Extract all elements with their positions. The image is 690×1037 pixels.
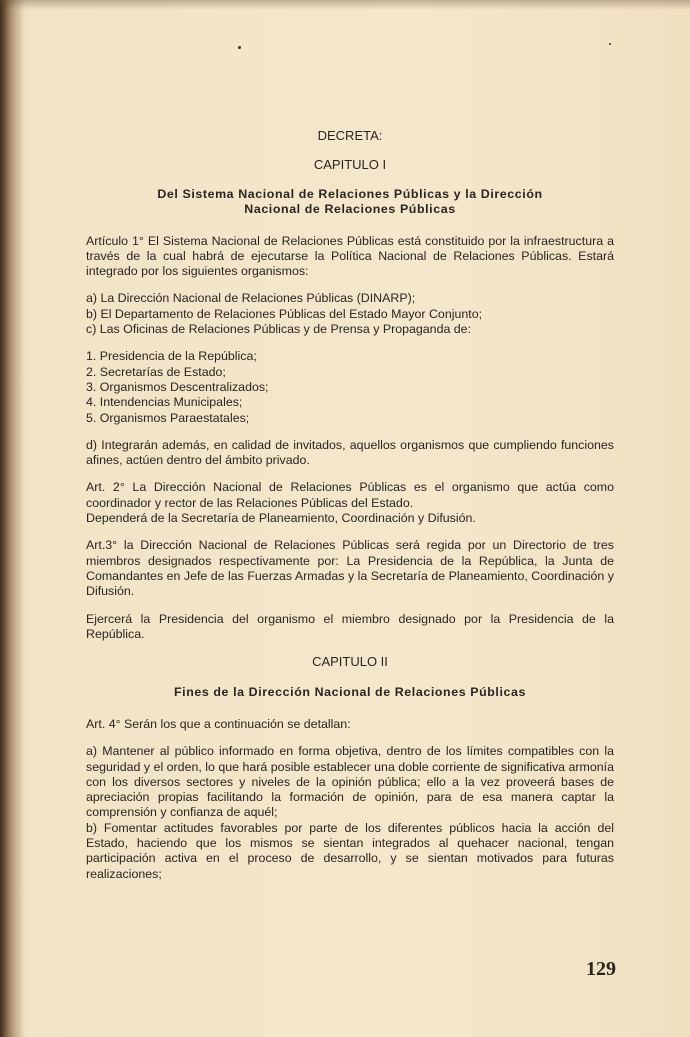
list-item: 2. Secretarías de Estado;	[86, 364, 226, 379]
article-1-numbered-list	[86, 349, 614, 425]
article-4-item-b: b) Fomentar actitudes favorables por parte de los diferentes públicos hacia la acción del Estado, haciendo que los mismos se sientan integrados al quehacer nacional, tengan participación activa en el proceso de desarrollo, y se sientan motivados para futuras realizaciones;	[86, 820, 614, 881]
page-number: 129	[586, 958, 616, 980]
chapter-2-label: CAPITULO II	[312, 654, 388, 670]
article-1-list	[86, 291, 614, 337]
article-2-text-2: Dependerá de la Secretaría de Planeamiento, Coordinación y Difusión.	[86, 511, 476, 526]
article-4-text: Art. 4° Serán los que a continuación se detallan:	[86, 716, 351, 731]
list-item: b) El Departamento de Relaciones Públicas del Estado Mayor Conjunto;	[86, 306, 483, 321]
article-2-text: Art. 2° La Dirección Nacional de Relaciones Públicas es el organismo que actúa como coordinador y rector de las Relaciones Públicas del Estado.	[86, 480, 614, 510]
list-item: a) La Dirección Nacional de Relaciones Públicas (DINARP);	[86, 291, 416, 306]
list-item: c) Las Oficinas de Relaciones Públicas y de Prensa y Propaganda de:	[86, 322, 472, 337]
chapter-2-title: Fines de la Dirección Nacional de Relaciones Públicas	[173, 685, 526, 700]
list-item: 5. Organismos Paraestatales;	[86, 410, 250, 425]
article-1-item-d: d) Integrarán además, en calidad de invitados, aquellos organismos que cumpliendo funciones afines, actúen dentro del ámbito privado.	[86, 437, 614, 468]
article-3-text-2: Ejercerá la Presidencia del organismo el miembro designado por la Presidencia de la República.	[86, 611, 614, 641]
article-3-text: Art.3° la Dirección Nacional de Relaciones Públicas será regida por un Directorio de tres miembros designados respectivamente por: La Presidencia de la República, la Junta de Comandantes en Jefe de las Fuerzas Armadas y la Secretaría de Planeamiento, Coordinación y Difusión.	[86, 538, 614, 599]
article-1-text: Artículo 1° El Sistema Nacional de Relaciones Públicas está constituido por la infraestructura a través de la cual habrá de ejecutarse la Política Nacional de Relaciones Públicas. Estará integrado por los siguientes organismos:	[86, 233, 614, 279]
paper-speck	[238, 46, 241, 49]
article-4-item-a: a) Mantener al público informado en forma objetiva, dentro de los límites compatibles con la seguridad y el orden, lo que hará posible establecer una doble corriente de significativa armonía con los diversos sectores y niveles de la opinión pública; ello a la vez proveerá bases de apreciación propias facilitando la formación de opinión, para de esa manera captar la comprensión y confianza de aquél;	[86, 744, 614, 820]
list-item: 3. Organismos Descentralizados;	[86, 379, 269, 394]
book-spine-shadow	[0, 0, 24, 1037]
page-text	[86, 128, 614, 882]
decreta-heading: DECRETA:	[317, 128, 383, 143]
chapter-1-title-line-2: Nacional de Relaciones Públicas	[244, 202, 456, 217]
chapter-1-title-line-1: Del Sistema Nacional de Relaciones Públicas y la Dirección	[157, 186, 543, 201]
page-top-edge	[0, 0, 690, 10]
list-item: 4. Intendencias Municipales;	[86, 395, 243, 410]
paper-speck	[609, 43, 611, 45]
chapter-1-label: CAPITULO I	[313, 157, 387, 173]
list-item: 1. Presidencia de la República;	[86, 349, 257, 364]
